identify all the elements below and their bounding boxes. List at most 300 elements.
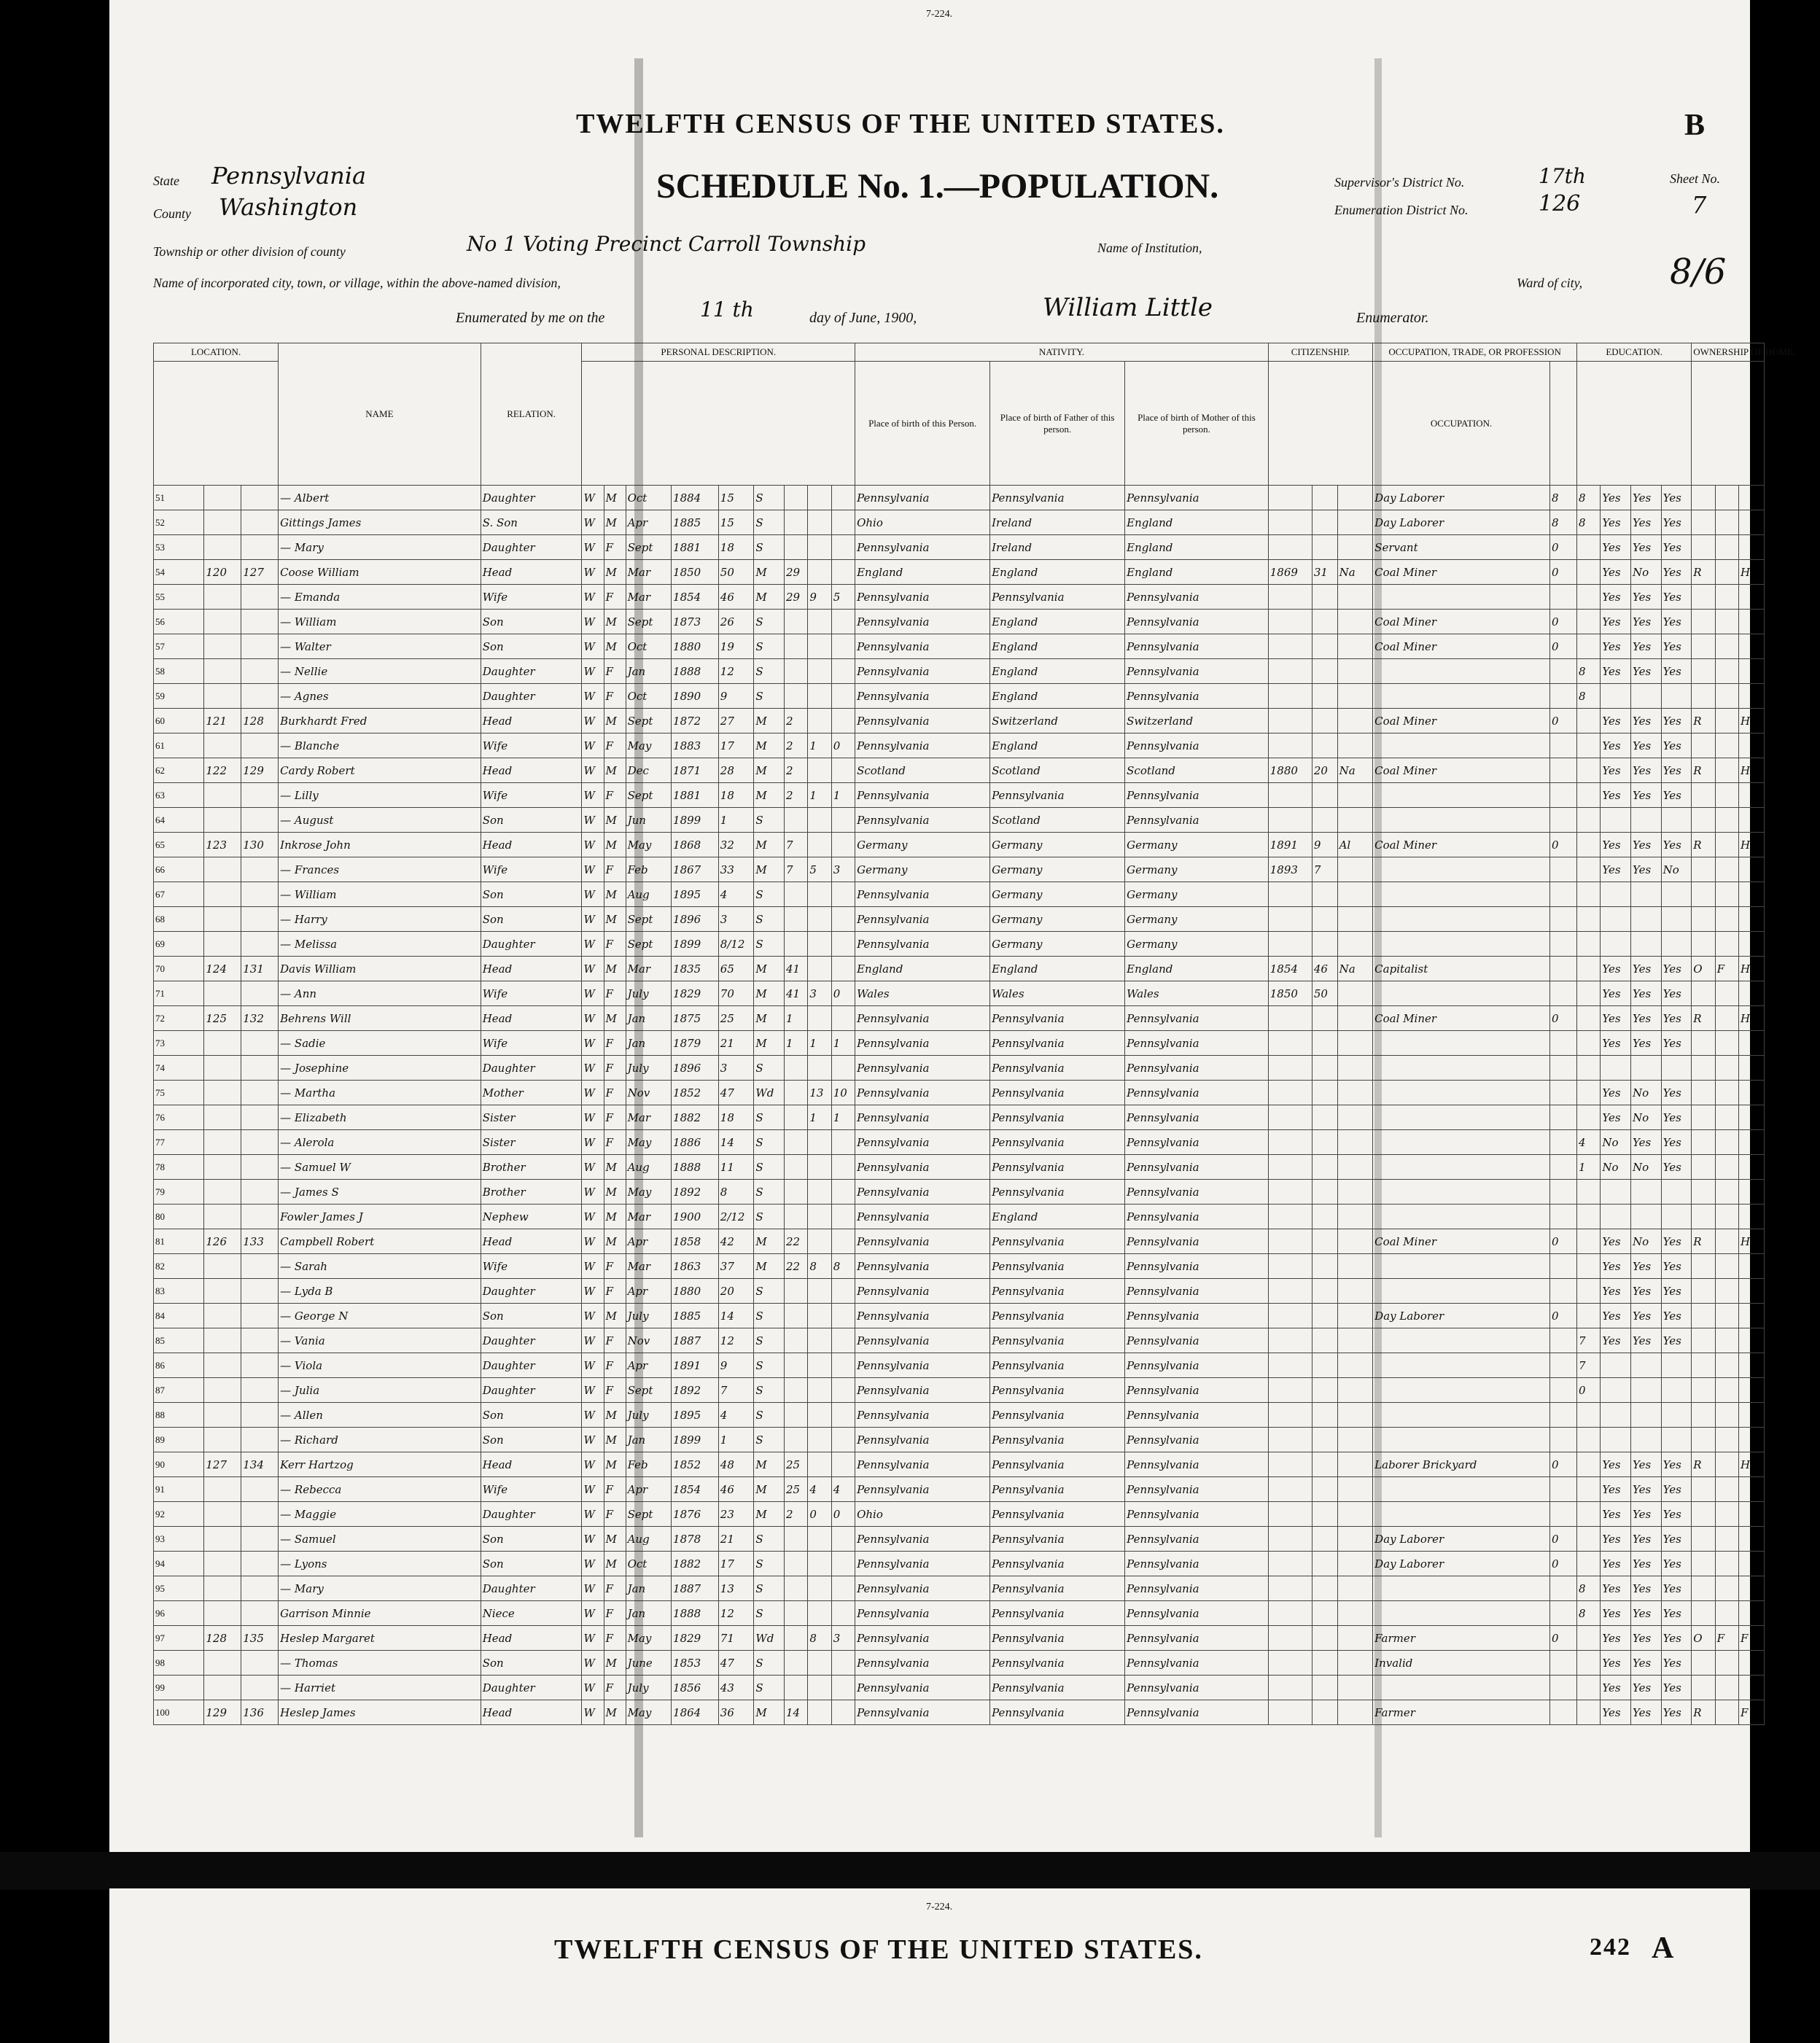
farm-house <box>1739 1254 1765 1279</box>
free-mortgaged <box>1715 907 1738 932</box>
line-number: 94 <box>154 1552 204 1576</box>
line-number: 93 <box>154 1527 204 1552</box>
county-value: Washington <box>219 193 358 221</box>
line-number: 96 <box>154 1601 204 1626</box>
birth-year: 1858 <box>672 1229 719 1254</box>
months-unemployed: 0 <box>1550 1452 1577 1477</box>
birth-month: May <box>626 1700 671 1725</box>
line-number: 71 <box>154 981 204 1006</box>
sex: M <box>604 1552 626 1576</box>
months-unemployed: 0 <box>1550 709 1577 733</box>
dwelling-number <box>204 1180 241 1205</box>
birthplace-father: Pennsylvania <box>990 1452 1125 1477</box>
age: 12 <box>718 659 754 684</box>
birthplace-person: Ohio <box>855 510 990 535</box>
marital-status: S <box>754 486 785 510</box>
sex: F <box>604 1056 626 1081</box>
months-school <box>1577 560 1601 585</box>
farm-house <box>1739 1552 1765 1576</box>
farm-house: H <box>1739 833 1765 857</box>
farm-house: H <box>1739 1452 1765 1477</box>
person-name: — Julia <box>279 1378 481 1403</box>
farm-house <box>1739 1056 1765 1081</box>
owned-rented <box>1692 1205 1715 1229</box>
dwelling-number <box>204 1552 241 1576</box>
birthplace-father: Pennsylvania <box>990 1081 1125 1105</box>
year-immigration <box>1268 1205 1312 1229</box>
naturalization <box>1337 882 1373 907</box>
birthplace-father: Pennsylvania <box>990 1527 1125 1552</box>
can-read: Yes <box>1601 1279 1631 1304</box>
free-mortgaged <box>1715 1552 1738 1576</box>
speaks-english: Yes <box>1661 610 1692 634</box>
farm-house <box>1739 486 1765 510</box>
birth-year: 1852 <box>672 1081 719 1105</box>
color: W <box>582 1081 604 1105</box>
owned-rented: R <box>1692 1006 1715 1031</box>
birth-year: 1885 <box>672 1304 719 1328</box>
can-read: Yes <box>1601 659 1631 684</box>
age: 33 <box>718 857 754 882</box>
sex: M <box>604 1155 626 1180</box>
color: W <box>582 1428 604 1452</box>
can-read: Yes <box>1601 1527 1631 1552</box>
months-school <box>1577 634 1601 659</box>
sex: F <box>604 733 626 758</box>
children-living <box>831 1428 855 1452</box>
speaks-english: Yes <box>1661 833 1692 857</box>
relation: Nephew <box>481 1205 582 1229</box>
dwelling-number <box>204 1378 241 1403</box>
years-in-us <box>1312 709 1337 733</box>
relation: Wife <box>481 585 582 610</box>
occupation <box>1373 1105 1550 1130</box>
family-number <box>241 1502 279 1527</box>
months-school <box>1577 833 1601 857</box>
birthplace-mother: Pennsylvania <box>1125 634 1269 659</box>
color: W <box>582 808 604 833</box>
birth-month: Feb <box>626 857 671 882</box>
birth-year: 1890 <box>672 684 719 709</box>
owned-rented <box>1692 1601 1715 1626</box>
header-occupation-sub: OCCUPATION. <box>1373 362 1550 486</box>
children-living <box>831 808 855 833</box>
line-number: 75 <box>154 1081 204 1105</box>
birthplace-person: Pennsylvania <box>855 1452 990 1477</box>
birth-year: 1899 <box>672 932 719 957</box>
farm-house <box>1739 1081 1765 1105</box>
months-school <box>1577 1403 1601 1428</box>
years-married: 29 <box>784 585 807 610</box>
scan-stripe <box>1374 58 1382 1837</box>
family-number: 131 <box>241 957 279 981</box>
naturalization <box>1337 1700 1373 1725</box>
birthplace-mother: Pennsylvania <box>1125 1105 1269 1130</box>
can-read: Yes <box>1601 1651 1631 1676</box>
marital-status: M <box>754 1229 785 1254</box>
age: 1 <box>718 808 754 833</box>
months-school <box>1577 1056 1601 1081</box>
age: 1 <box>718 1428 754 1452</box>
table-row <box>154 1155 1765 1180</box>
mother-of <box>808 659 831 684</box>
year-immigration <box>1268 1328 1312 1353</box>
can-read <box>1601 1378 1631 1403</box>
color: W <box>582 1229 604 1254</box>
sex: F <box>604 1130 626 1155</box>
color: W <box>582 1601 604 1626</box>
months-unemployed <box>1550 1180 1577 1205</box>
years-married <box>784 1130 807 1155</box>
naturalization <box>1337 1452 1373 1477</box>
dwelling-number <box>204 1676 241 1700</box>
children-living <box>831 1180 855 1205</box>
line-number: 55 <box>154 585 204 610</box>
relation: Daughter <box>481 1378 582 1403</box>
age: 3 <box>718 907 754 932</box>
birthplace-father: England <box>990 684 1125 709</box>
color: W <box>582 1056 604 1081</box>
relation: Head <box>481 833 582 857</box>
header-ownership: OWNERSHIP OF HOME. <box>1692 343 1765 362</box>
speaks-english <box>1661 907 1692 932</box>
year-immigration <box>1268 610 1312 634</box>
relation: Wife <box>481 1254 582 1279</box>
person-name: Heslep Margaret <box>279 1626 481 1651</box>
age: 15 <box>718 486 754 510</box>
sex: M <box>604 882 626 907</box>
speaks-english: Yes <box>1661 1006 1692 1031</box>
birthplace-mother: Pennsylvania <box>1125 1304 1269 1328</box>
years-in-us: 50 <box>1312 981 1337 1006</box>
owned-rented <box>1692 1105 1715 1130</box>
sex: F <box>604 585 626 610</box>
mother-of: 1 <box>808 1105 831 1130</box>
children-living: 3 <box>831 1626 855 1651</box>
line-number: 77 <box>154 1130 204 1155</box>
birth-year: 1888 <box>672 1155 719 1180</box>
form-number: 7-224. <box>926 9 953 20</box>
children-living <box>831 1403 855 1428</box>
farm-house <box>1739 808 1765 833</box>
birthplace-father: Pennsylvania <box>990 1378 1125 1403</box>
free-mortgaged <box>1715 585 1738 610</box>
relation: Head <box>481 1006 582 1031</box>
year-immigration <box>1268 510 1312 535</box>
can-read <box>1601 907 1631 932</box>
dwelling-number: 127 <box>204 1452 241 1477</box>
header-name: NAME <box>279 343 481 486</box>
occupation <box>1373 733 1550 758</box>
naturalization <box>1337 585 1373 610</box>
free-mortgaged <box>1715 684 1738 709</box>
can-write: Yes <box>1631 1552 1662 1576</box>
speaks-english: Yes <box>1661 1452 1692 1477</box>
marital-status: M <box>754 957 785 981</box>
table-row <box>154 535 1765 560</box>
person-name: — George N <box>279 1304 481 1328</box>
farm-house <box>1739 932 1765 957</box>
free-mortgaged <box>1715 1328 1738 1353</box>
age: 21 <box>718 1031 754 1056</box>
birth-year: 1891 <box>672 1353 719 1378</box>
marital-status: M <box>754 981 785 1006</box>
county-label: County <box>153 206 191 221</box>
birthplace-father: Pennsylvania <box>990 1180 1125 1205</box>
mother-of <box>808 610 831 634</box>
owned-rented: R <box>1692 1229 1715 1254</box>
line-number: 73 <box>154 1031 204 1056</box>
years-in-us <box>1312 1651 1337 1676</box>
naturalization <box>1337 1328 1373 1353</box>
table-row <box>154 1651 1765 1676</box>
years-in-us <box>1312 1006 1337 1031</box>
dwelling-number <box>204 1031 241 1056</box>
birthplace-father: England <box>990 560 1125 585</box>
dwelling-number <box>204 510 241 535</box>
header-location: LOCATION. <box>154 343 279 362</box>
sex: M <box>604 907 626 932</box>
free-mortgaged <box>1715 857 1738 882</box>
can-read <box>1601 1428 1631 1452</box>
line-number: 74 <box>154 1056 204 1081</box>
birthplace-person: Pennsylvania <box>855 907 990 932</box>
birthplace-mother: Pennsylvania <box>1125 1155 1269 1180</box>
owned-rented <box>1692 634 1715 659</box>
can-read <box>1601 1056 1631 1081</box>
family-number <box>241 733 279 758</box>
birth-year: 1863 <box>672 1254 719 1279</box>
months-unemployed <box>1550 1601 1577 1626</box>
years-married <box>784 1651 807 1676</box>
birthplace-person: Pennsylvania <box>855 1254 990 1279</box>
occupation <box>1373 1403 1550 1428</box>
year-immigration <box>1268 1601 1312 1626</box>
marital-status: M <box>754 1452 785 1477</box>
farm-house <box>1739 981 1765 1006</box>
table-row <box>154 585 1765 610</box>
dwelling-number <box>204 1130 241 1155</box>
occupation <box>1373 1081 1550 1105</box>
dwelling-number: 124 <box>204 957 241 981</box>
marital-status: S <box>754 510 785 535</box>
person-name: — Harriet <box>279 1676 481 1700</box>
occupation: Day Laborer <box>1373 1552 1550 1576</box>
sex: F <box>604 1254 626 1279</box>
free-mortgaged <box>1715 1081 1738 1105</box>
free-mortgaged <box>1715 1601 1738 1626</box>
owned-rented: R <box>1692 709 1715 733</box>
free-mortgaged <box>1715 1031 1738 1056</box>
years-married <box>784 1155 807 1180</box>
speaks-english: No <box>1661 857 1692 882</box>
months-school <box>1577 1229 1601 1254</box>
color: W <box>582 1552 604 1576</box>
owned-rented <box>1692 535 1715 560</box>
years-married <box>784 1056 807 1081</box>
birthplace-mother: England <box>1125 957 1269 981</box>
header-education: EDUCATION. <box>1577 343 1692 362</box>
color: W <box>582 634 604 659</box>
year-immigration <box>1268 634 1312 659</box>
years-married <box>784 1279 807 1304</box>
birthplace-person: Pennsylvania <box>855 535 990 560</box>
color: W <box>582 783 604 808</box>
age: 27 <box>718 709 754 733</box>
speaks-english: Yes <box>1661 1651 1692 1676</box>
year-immigration <box>1268 486 1312 510</box>
line-number: 61 <box>154 733 204 758</box>
occupation: Day Laborer <box>1373 1527 1550 1552</box>
relation: Mother <box>481 1081 582 1105</box>
table-row <box>154 1328 1765 1353</box>
farm-house <box>1739 1304 1765 1328</box>
year-immigration <box>1268 1576 1312 1601</box>
line-number: 69 <box>154 932 204 957</box>
mother-of <box>808 1676 831 1700</box>
years-in-us <box>1312 1279 1337 1304</box>
speaks-english: Yes <box>1661 634 1692 659</box>
children-living <box>831 932 855 957</box>
months-school <box>1577 758 1601 783</box>
farm-house <box>1739 585 1765 610</box>
occupation: Day Laborer <box>1373 1304 1550 1328</box>
owned-rented <box>1692 1279 1715 1304</box>
farm-house <box>1739 1601 1765 1626</box>
can-write: Yes <box>1631 1328 1662 1353</box>
table-row <box>154 907 1765 932</box>
free-mortgaged <box>1715 1378 1738 1403</box>
birth-year: 1896 <box>672 907 719 932</box>
months-unemployed <box>1550 1353 1577 1378</box>
can-read <box>1601 808 1631 833</box>
year-immigration <box>1268 1378 1312 1403</box>
mother-of <box>808 1452 831 1477</box>
can-write <box>1631 1403 1662 1428</box>
can-read: Yes <box>1601 1006 1631 1031</box>
marital-status: S <box>754 907 785 932</box>
birthplace-person: Pennsylvania <box>855 486 990 510</box>
year-immigration <box>1268 1502 1312 1527</box>
birth-month: May <box>626 1130 671 1155</box>
free-mortgaged <box>1715 1155 1738 1180</box>
mother-of <box>808 1328 831 1353</box>
birth-year: 1882 <box>672 1552 719 1576</box>
farm-house <box>1739 907 1765 932</box>
years-married: 41 <box>784 981 807 1006</box>
years-in-us <box>1312 510 1337 535</box>
family-number <box>241 659 279 684</box>
years-married: 25 <box>784 1452 807 1477</box>
marital-status: Wd <box>754 1626 785 1651</box>
birthplace-father: Pennsylvania <box>990 1304 1125 1328</box>
speaks-english <box>1661 808 1692 833</box>
years-in-us: 7 <box>1312 857 1337 882</box>
farm-house <box>1739 659 1765 684</box>
can-read: Yes <box>1601 1552 1631 1576</box>
color: W <box>582 1328 604 1353</box>
months-unemployed: 0 <box>1550 1006 1577 1031</box>
person-name: Fowler James J <box>279 1205 481 1229</box>
dwelling-number <box>204 535 241 560</box>
marital-status: S <box>754 1428 785 1452</box>
months-unemployed <box>1550 659 1577 684</box>
relation: Son <box>481 907 582 932</box>
sex: F <box>604 1353 626 1378</box>
table-row <box>154 1205 1765 1229</box>
mother-of: 3 <box>808 981 831 1006</box>
relation: Daughter <box>481 1328 582 1353</box>
marital-status: M <box>754 833 785 857</box>
color: W <box>582 510 604 535</box>
mother-of <box>808 1353 831 1378</box>
years-married <box>784 808 807 833</box>
speaks-english: Yes <box>1661 1328 1692 1353</box>
line-number: 88 <box>154 1403 204 1428</box>
color: W <box>582 1155 604 1180</box>
mother-of <box>808 1700 831 1725</box>
header-relation: RELATION. <box>481 343 582 486</box>
years-in-us <box>1312 1056 1337 1081</box>
table-row <box>154 981 1765 1006</box>
can-write: Yes <box>1631 957 1662 981</box>
birth-month: July <box>626 981 671 1006</box>
relation: Son <box>481 1304 582 1328</box>
naturalization <box>1337 1502 1373 1527</box>
birth-month: Oct <box>626 486 671 510</box>
occupation <box>1373 1601 1550 1626</box>
color: W <box>582 1403 604 1428</box>
year-immigration: 1880 <box>1268 758 1312 783</box>
mother-of <box>808 1527 831 1552</box>
free-mortgaged <box>1715 709 1738 733</box>
occupation <box>1373 1031 1550 1056</box>
mother-of <box>808 1378 831 1403</box>
can-write: Yes <box>1631 1304 1662 1328</box>
family-number <box>241 1378 279 1403</box>
years-in-us <box>1312 1601 1337 1626</box>
free-mortgaged <box>1715 733 1738 758</box>
mother-of: 8 <box>808 1254 831 1279</box>
can-write: Yes <box>1631 1676 1662 1700</box>
can-read: Yes <box>1601 1105 1631 1130</box>
farm-house <box>1739 510 1765 535</box>
naturalization: Na <box>1337 560 1373 585</box>
birth-month: Jan <box>626 1428 671 1452</box>
can-write: Yes <box>1631 1626 1662 1651</box>
years-married <box>784 535 807 560</box>
sex: F <box>604 535 626 560</box>
line-number: 52 <box>154 510 204 535</box>
years-married: 7 <box>784 857 807 882</box>
months-school <box>1577 535 1601 560</box>
family-number <box>241 1254 279 1279</box>
free-mortgaged <box>1715 1205 1738 1229</box>
birth-month: Sept <box>626 907 671 932</box>
year-immigration <box>1268 1180 1312 1205</box>
birthplace-mother: Switzerland <box>1125 709 1269 733</box>
table-row <box>154 1304 1765 1328</box>
naturalization <box>1337 1676 1373 1700</box>
birthplace-person: Pennsylvania <box>855 1006 990 1031</box>
free-mortgaged <box>1715 659 1738 684</box>
age: 21 <box>718 1527 754 1552</box>
marital-status: M <box>754 857 785 882</box>
birthplace-person: Pennsylvania <box>855 1081 990 1105</box>
years-in-us <box>1312 486 1337 510</box>
years-married <box>784 1428 807 1452</box>
can-read: Yes <box>1601 1601 1631 1626</box>
